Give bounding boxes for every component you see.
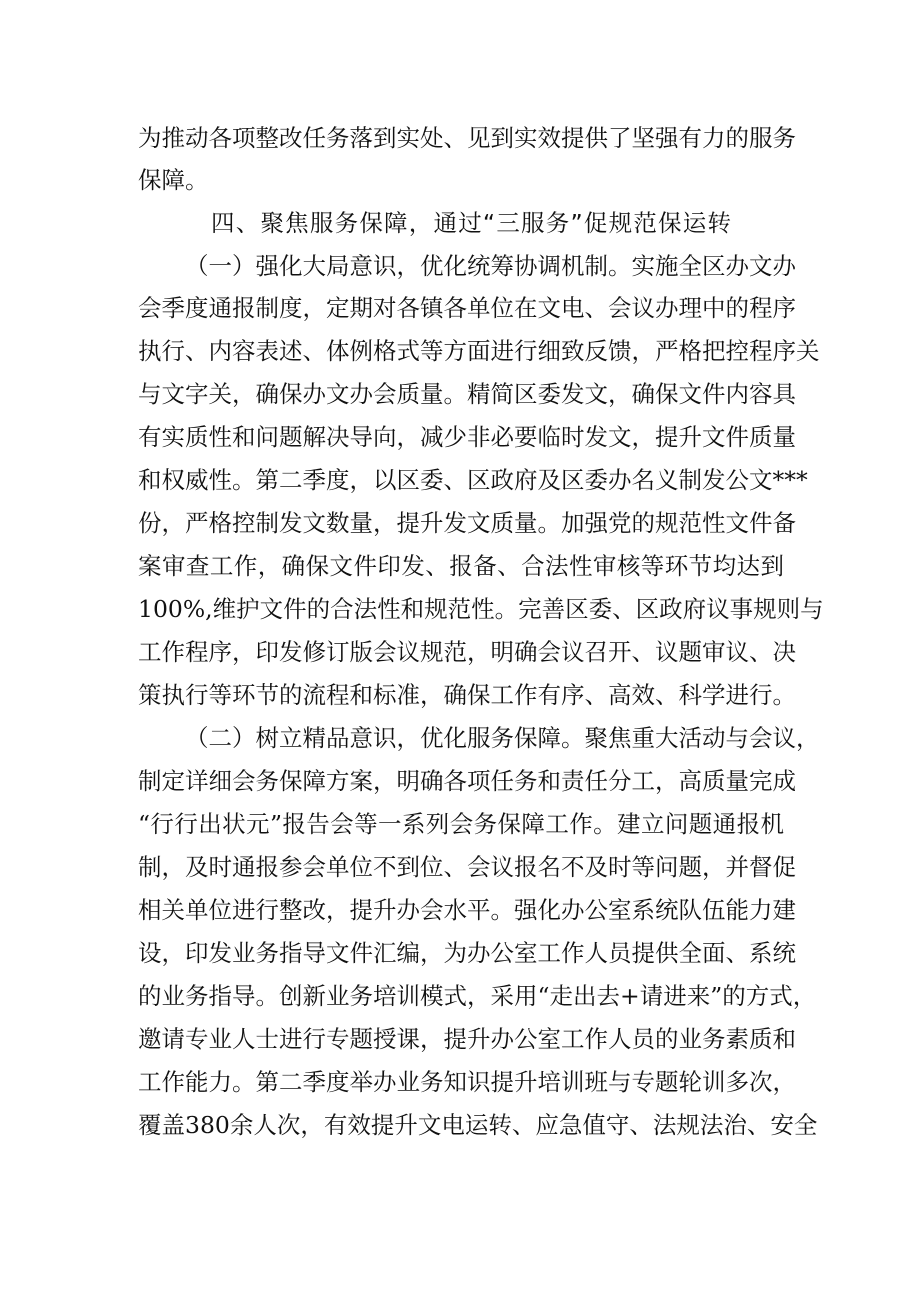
paragraph-line: 覆盖380余人次，有效提升文电运转、应急值守、法规法治、安全 — [138, 1111, 818, 1139]
section-heading: 四、聚焦服务保障，通过“三服务”促规范保运转 — [211, 209, 731, 237]
paragraph-line: 与文字关，确保办文办会质量。精简区委发文，确保文件内容具 — [138, 380, 796, 408]
paragraph-line: 设，印发业务指导文件汇编，为办公室工作人员提供全面、系统 — [138, 939, 796, 967]
paragraph-line: 有实质性和问题解决导向，减少非必要临时发文，提升文件质量 — [138, 423, 796, 451]
paragraph-line: 100%,维护文件的合法性和规范性。完善区委、区政府议事规则与 — [138, 595, 824, 623]
intro-line: 保障。 — [138, 166, 209, 194]
paragraph-line: 工作程序，印发修订版会议规范，明确会议召开、议题审议、决 — [138, 638, 796, 666]
paragraph-line: 会季度通报制度，定期对各镇各单位在文电、会议办理中的程序 — [138, 294, 796, 322]
paragraph-line: “行行出状元”报告会等一系列会务保障工作。建立问题通报机 — [138, 810, 784, 838]
paragraph-line: 策执行等环节的流程和标准，确保工作有序、高效、科学进行。 — [138, 681, 796, 709]
paragraph-line: 制，及时通报参会单位不到位、会议报名不及时等问题，并督促 — [138, 853, 796, 881]
paragraph-line: （二）树立精品意识，优化服务保障。聚焦重大活动与会议， — [185, 724, 820, 752]
paragraph-line: 和权威性。第二季度，以区委、区政府及区委办名义制发公文*** — [138, 466, 808, 494]
paragraph-line: 执行、内容表述、体例格式等方面进行细致反馈，严格把控程序关 — [138, 337, 820, 365]
paragraph-line: 邀请专业人士进行专题授课，提升办公室工作人员的业务素质和 — [138, 1025, 796, 1053]
paragraph-line: （一）强化大局意识，优化统筹协调机制。实施全区办文办 — [185, 252, 796, 280]
paragraph-line: 案审查工作，确保文件印发、报备、合法性审核等环节均达到 — [138, 552, 784, 580]
paragraph-line: 制定详细会务保障方案，明确各项任务和责任分工，高质量完成 — [138, 767, 796, 795]
paragraph-line: 相关单位进行整改，提升办会水平。强化办公室系统队伍能力建 — [138, 896, 796, 924]
intro-line: 为推动各项整改任务落到实处、见到实效提供了坚强有力的服务 — [138, 124, 796, 152]
paragraph-line: 工作能力。第二季度举办业务知识提升培训班与专题轮训多次， — [138, 1068, 796, 1096]
paragraph-line: 的业务指导。创新业务培训模式，采用“走出去+请进来”的方式， — [138, 982, 817, 1010]
paragraph-line: 份，严格控制发文数量，提升发文质量。加强党的规范性文件备 — [138, 509, 796, 537]
